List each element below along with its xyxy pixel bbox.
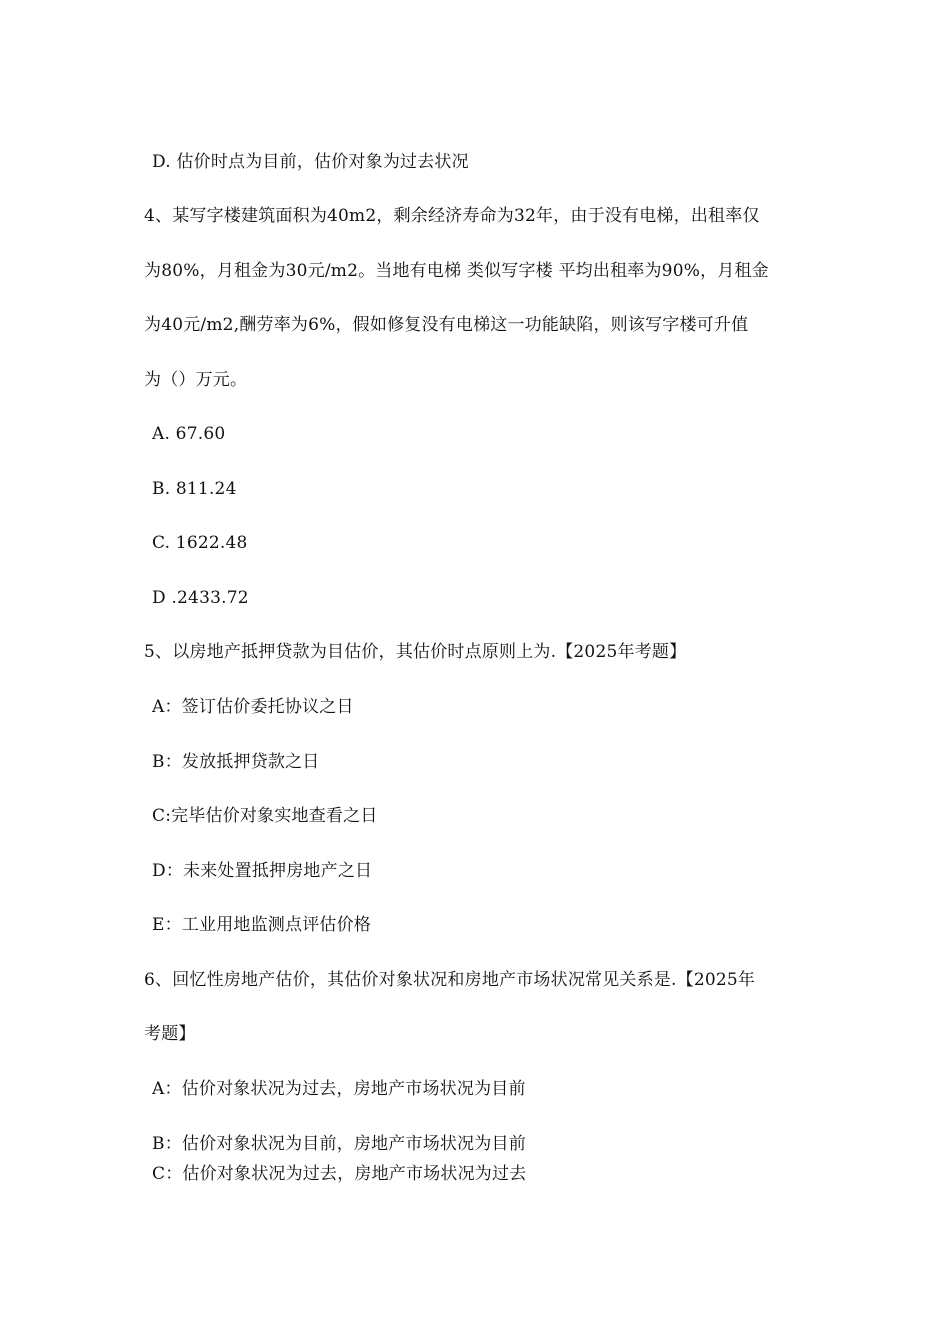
q4-question-line-3: 为40元/m2,酬劳率为6%，假如修复没有电梯这一功能缺陷，则该写字楼可升值 <box>144 315 749 335</box>
q6-option-b: B：估价对象状况为目前，房地产市场状况为目前 <box>152 1134 526 1154</box>
q4-question-line-2: 为80%，月租金为30元/m2。当地有电梯 类似写字楼 平均出租率为90%，月租金 <box>144 261 769 281</box>
q6-question-line-1: 6、回忆性房地产估价，其估价对象状况和房地产市场状况常见关系是.【2025年 <box>144 970 756 990</box>
q5-question: 5、以房地产抵押贷款为目估价，其估价时点原则上为.【2025年考题】 <box>144 642 687 662</box>
q5-option-a: A：签订估价委托协议之日 <box>152 697 354 717</box>
q4-question-line-1: 4、某写字楼建筑面积为40m2，剩余经济寿命为32年，由于没有电梯，出租率仅 <box>144 206 760 226</box>
q4-option-a: A. 67.60 <box>152 424 226 444</box>
q6-question-line-2: 考题】 <box>144 1024 196 1044</box>
q5-option-c: C:完毕估价对象实地查看之日 <box>152 806 378 826</box>
q6-option-a: A：估价对象状况为过去，房地产市场状况为目前 <box>152 1079 526 1099</box>
q4-question-line-4: 为（）万元。 <box>144 370 248 390</box>
q6-option-c: C：估价对象状况为过去，房地产市场状况为过去 <box>152 1164 527 1184</box>
q5-option-d: D：未来处置抵押房地产之日 <box>152 861 373 881</box>
q5-option-b: B：发放抵押贷款之日 <box>152 752 320 772</box>
q4-option-b: B. 811.24 <box>152 479 237 499</box>
q5-option-e: E：工业用地监测点评估价格 <box>152 915 372 935</box>
q4-option-c: C. 1622.48 <box>152 533 248 553</box>
q3-option-d: D. 估价时点为目前，估价对象为过去状况 <box>152 152 469 172</box>
q4-option-d: D .2433.72 <box>152 588 249 608</box>
